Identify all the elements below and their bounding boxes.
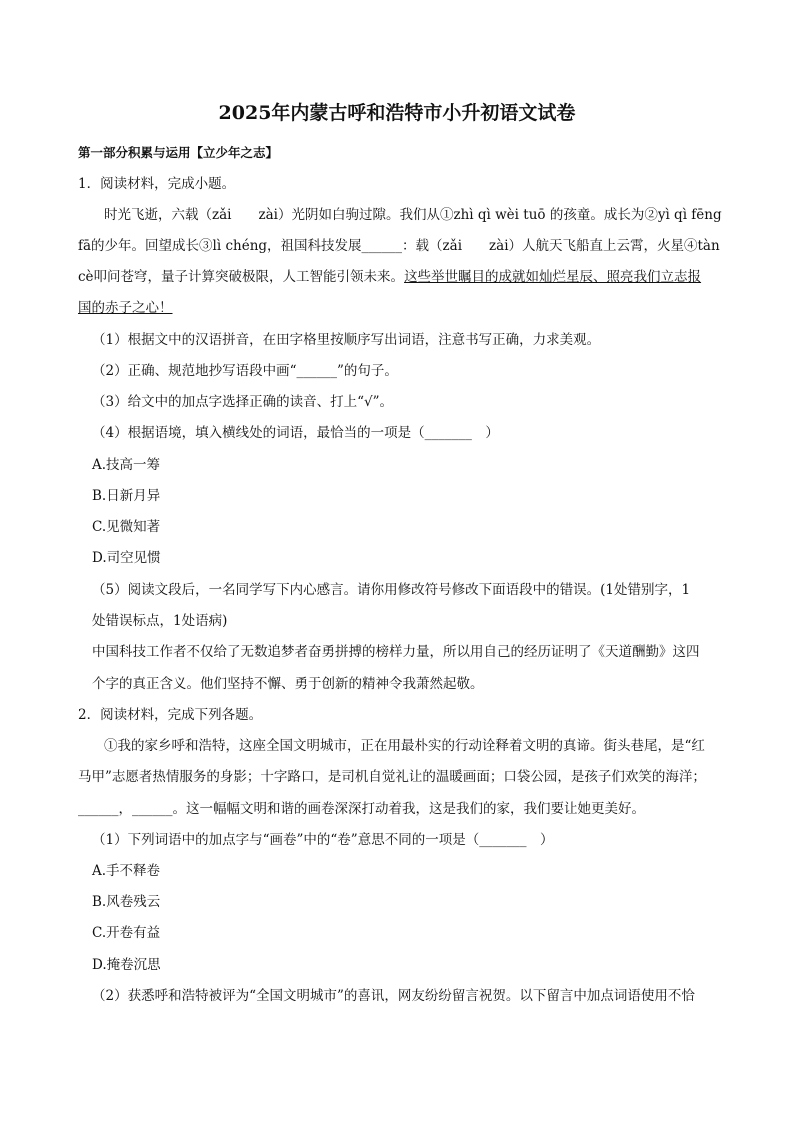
q2-option-d: D.掩卷沉思: [92, 957, 161, 973]
q1-option-d: D.司空见惯: [92, 550, 161, 566]
q1-underlined-sentence-a: 这些举世瞩目的成就如灿烂星辰、照亮我们立志报: [404, 269, 702, 285]
q1-sub-5-line-1: （5）阅读文段后，一名同学写下内心感言。请你用修改符号修改下面语段中的错误。(1处错别字，1: [92, 582, 691, 598]
q1-passage-line-3-text: cè叩问苍穹，量子计算突破极限，人工智能引领未来。: [78, 269, 405, 285]
q1-sub-4: （4）根据语境，填入横线处的词语，最恰当的一项是（_______ ）: [92, 425, 499, 441]
page-title: 2025年内蒙古呼和浩特市小升初语文试卷: [218, 102, 576, 124]
q2-passage-line-3: ______，______。这一幅幅文明和谐的画卷深深打动着我，这是我们的家，我们要让她更美好。: [78, 801, 645, 817]
q1-sub-1: （1）根据文中的汉语拼音，在田字格里按顺序写出词语，注意书写正确，力求美观。: [92, 332, 601, 348]
q1-option-c: C.见微知著: [92, 519, 161, 535]
q2-passage-line-1: ①我的家乡呼和浩特，这座全国文明城市，正在用最朴实的行动诠释着文明的真谛。街头巷尾，是“红: [104, 738, 705, 754]
section-heading: 第一部分积累与运用【立少年之志】: [78, 145, 279, 160]
q1-sub-2: （2）正确、规范地抄写语段中画“______”的句子。: [92, 363, 398, 379]
q1-option-a: A.技高一筹: [92, 457, 161, 473]
q2-option-b: B.风卷残云: [92, 894, 161, 910]
question-2-stem: 2．阅读材料，完成下列各题。: [78, 707, 263, 723]
q2-sub-2: （2）获悉呼和浩特被评为“全国文明城市”的喜讯，网友纷纷留言祝贺。以下留言中加点词语使用不恰: [92, 988, 695, 1004]
q1-sub-5-line-3: 中国科技工作者不仅给了无数追梦者奋勇拼搏的榜样力量，所以用自己的经历证明了《天道酬勤》这四: [92, 644, 700, 660]
q1-passage-line-3: [78, 268, 701, 286]
q1-underlined-sentence-b: 国的赤子之心！: [78, 300, 173, 316]
q1-passage-line-2: fā的少年。回望成长③lì chéng，祖国科技发展______：载（zǎi zài）人航天飞船直上云霄，火星④tàn: [78, 238, 720, 254]
q2-option-c: C.开卷有益: [92, 925, 161, 941]
q1-passage-line-1: 时光飞逝，六载（zǎi zài）光阴如白驹过隙。我们从①zhì qì wèi tuō 的孩童。成长为②yì qì fēng: [104, 207, 722, 223]
q2-passage-line-2: 马甲”志愿者热情服务的身影；十字路口，是司机自觉礼让的温暖画面；口袋公园，是孩子们欢笑的海洋；: [78, 769, 706, 785]
q2-option-a: A.手不释卷: [92, 863, 161, 879]
q1-option-b: B.日新月异: [92, 488, 161, 504]
q2-sub-1: （1）下列词语中的加点字与“画卷”中的“卷”意思不同的一项是（_______ ）: [92, 832, 554, 848]
q1-sub-5-line-2: 处错误标点，1处语病): [92, 613, 228, 629]
question-1-stem: 1．阅读材料，完成小题。: [78, 176, 236, 192]
q1-sub-3: （3）给文中的加点字选择正确的读音、打上“√”。: [92, 394, 393, 410]
q1-sub-5-line-4: 个字的真正含义。他们坚持不懈、勇于创新的精神令我萧然起敬。: [92, 676, 484, 692]
